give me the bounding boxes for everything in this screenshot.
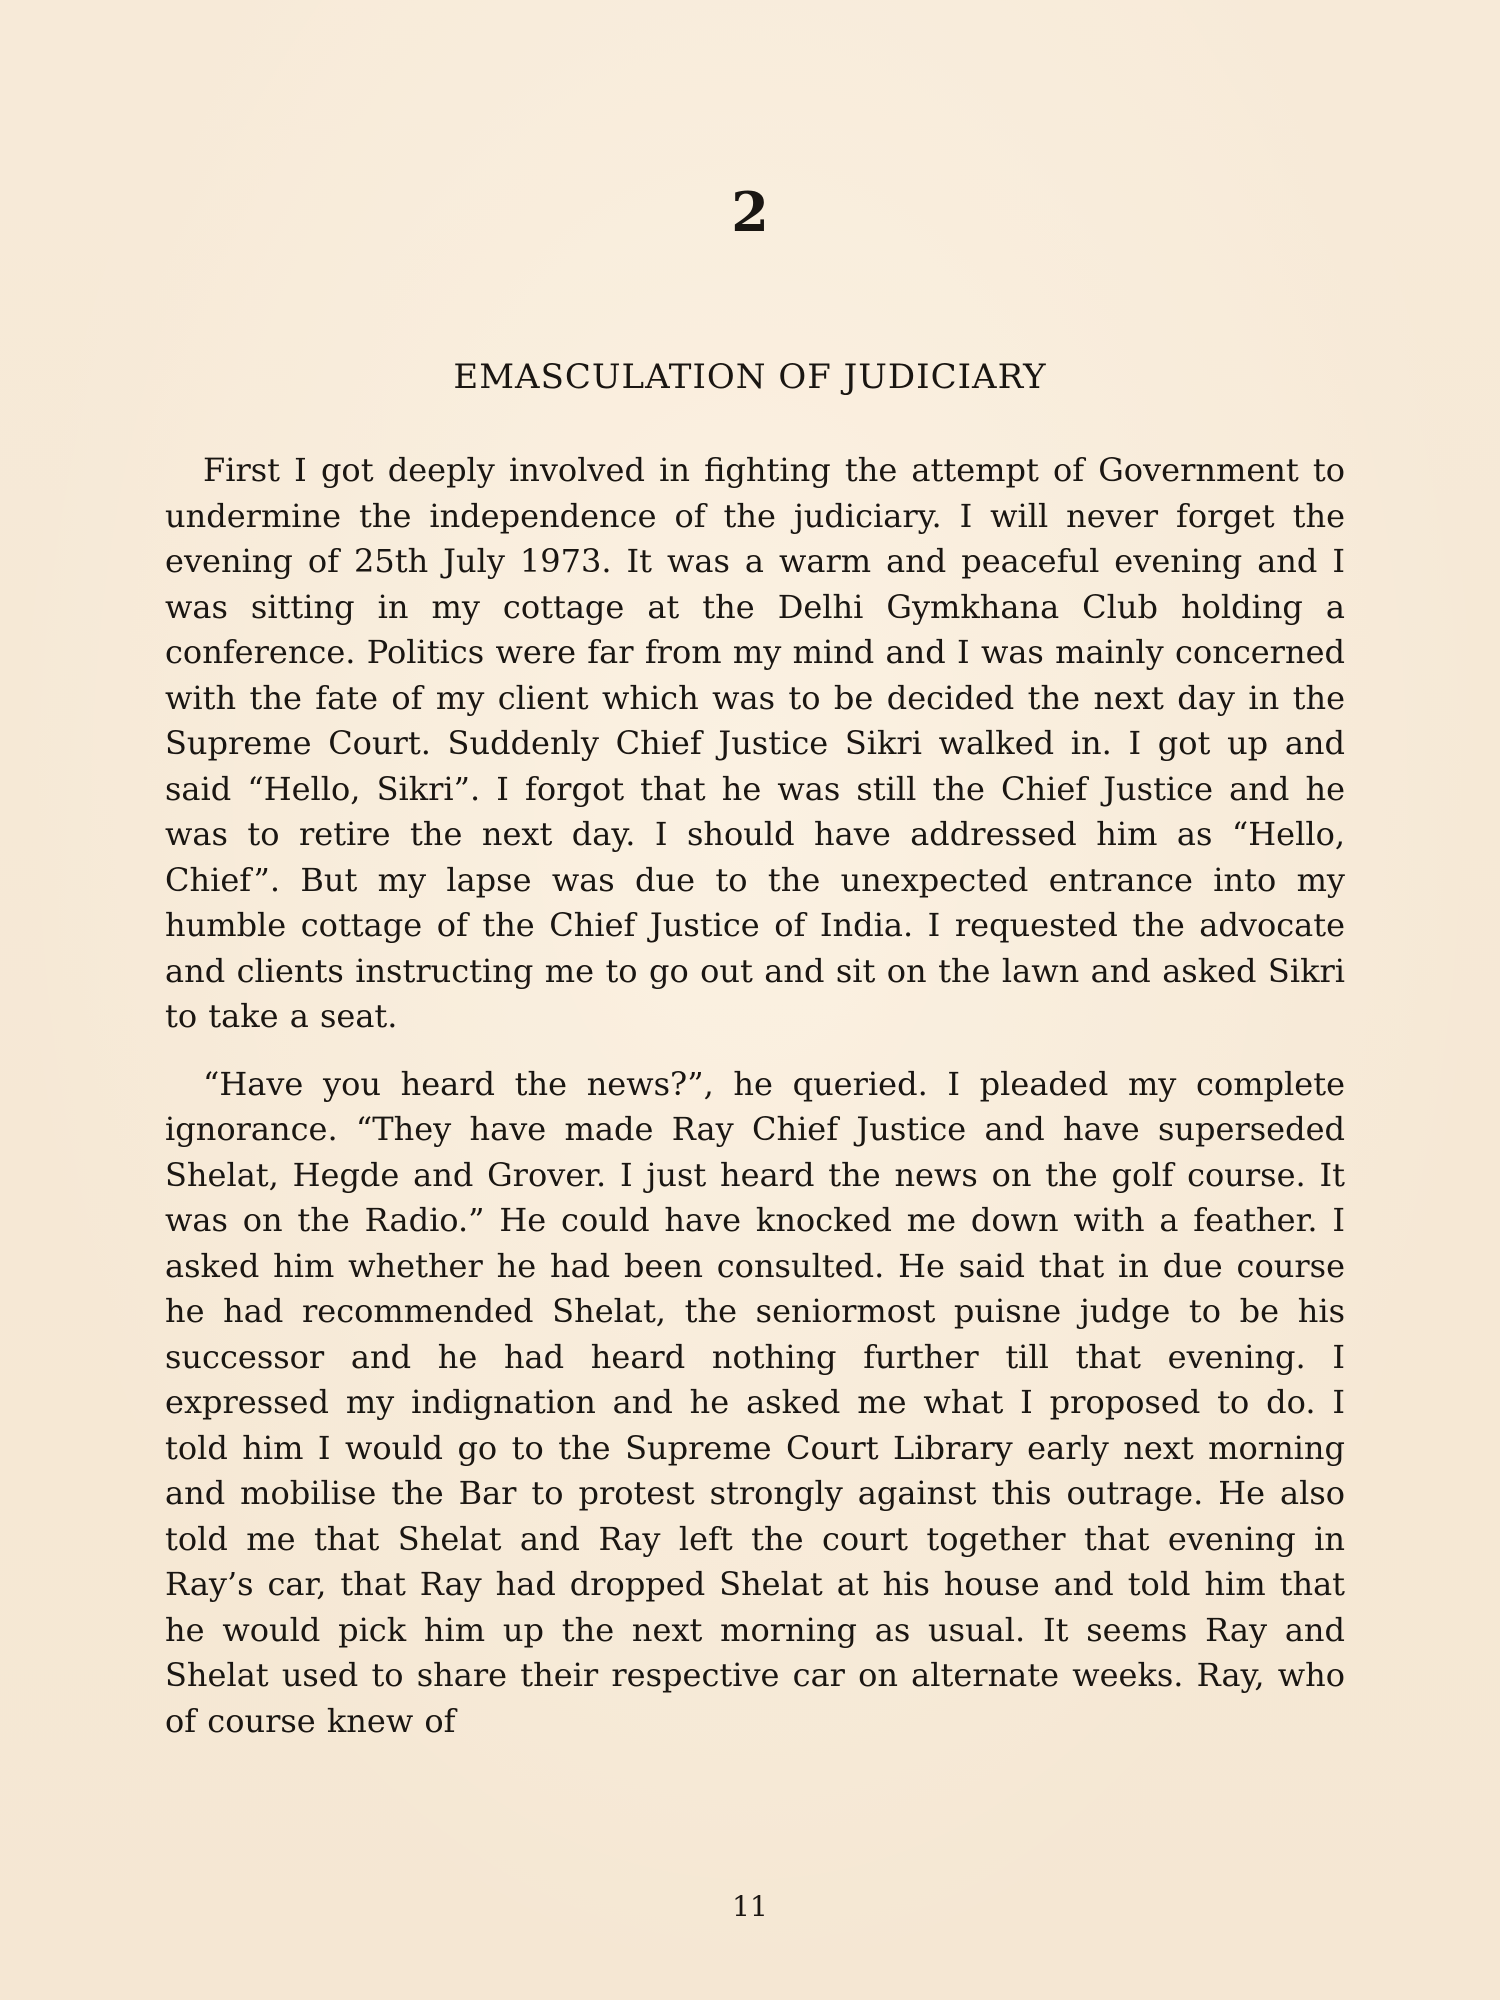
page-number: 11 bbox=[732, 1890, 768, 1923]
paragraph-1: First I got deeply involved in fighting the attempt of Government to undermine the independence of the judiciary. I will never forget the evening of 25th July 1973. It was a warm and peaceful evening and I was sitting in my cottage at the Delhi Gymkhana Club holding a conference. Politics were far from my mind and I was mainly concerned with the fate of my client which was to be decided the next day in the Supreme Court. Suddenly Chief Justice Sikri walked in. I got up and said “Hello, Sikri”. I forgot that he was still the Chief Justice and he was to retire the next day. I should have addressed him as “Hello, Chief”. But my lapse was due to the unexpected entrance into my humble cottage of the Chief Justice of India. I requested the advocate and clients instructing me to go out and sit on the lawn and asked Sikri to take a seat. bbox=[165, 451, 1345, 1035]
chapter-number: 2 bbox=[731, 180, 769, 244]
chapter-title: EMASCULATION OF JUDICIARY bbox=[453, 357, 1047, 397]
paragraph-2: “Have you heard the news?”, he queried. I pleaded my complete ignorance. “They have made Ray Chief Justice and have superseded Shelat, Hegde and Grover. I just heard the news on the golf course. It was on the Radio.” He could have knocked me down with a feather. I asked him whether he had been consulted. He said that in due course he had recommended Shelat, the seniormost puisne judge to be his successor and he had heard nothing further till that evening. I expressed my indignation and he asked me what I proposed to do. I told him I would go to the Supreme Court Library early next morning and mobilise the Bar to protest strongly against this outrage. He also told me that Shelat and Ray left the court together that evening in Ray’s car, that Ray had dropped Shelat at his house and told him that he would pick him up the next morning as usual. It seems Ray and Shelat used to share their respective car on alternate weeks. Ray, who of course knew of bbox=[165, 1064, 1345, 1740]
body-text bbox=[165, 448, 1345, 1744]
